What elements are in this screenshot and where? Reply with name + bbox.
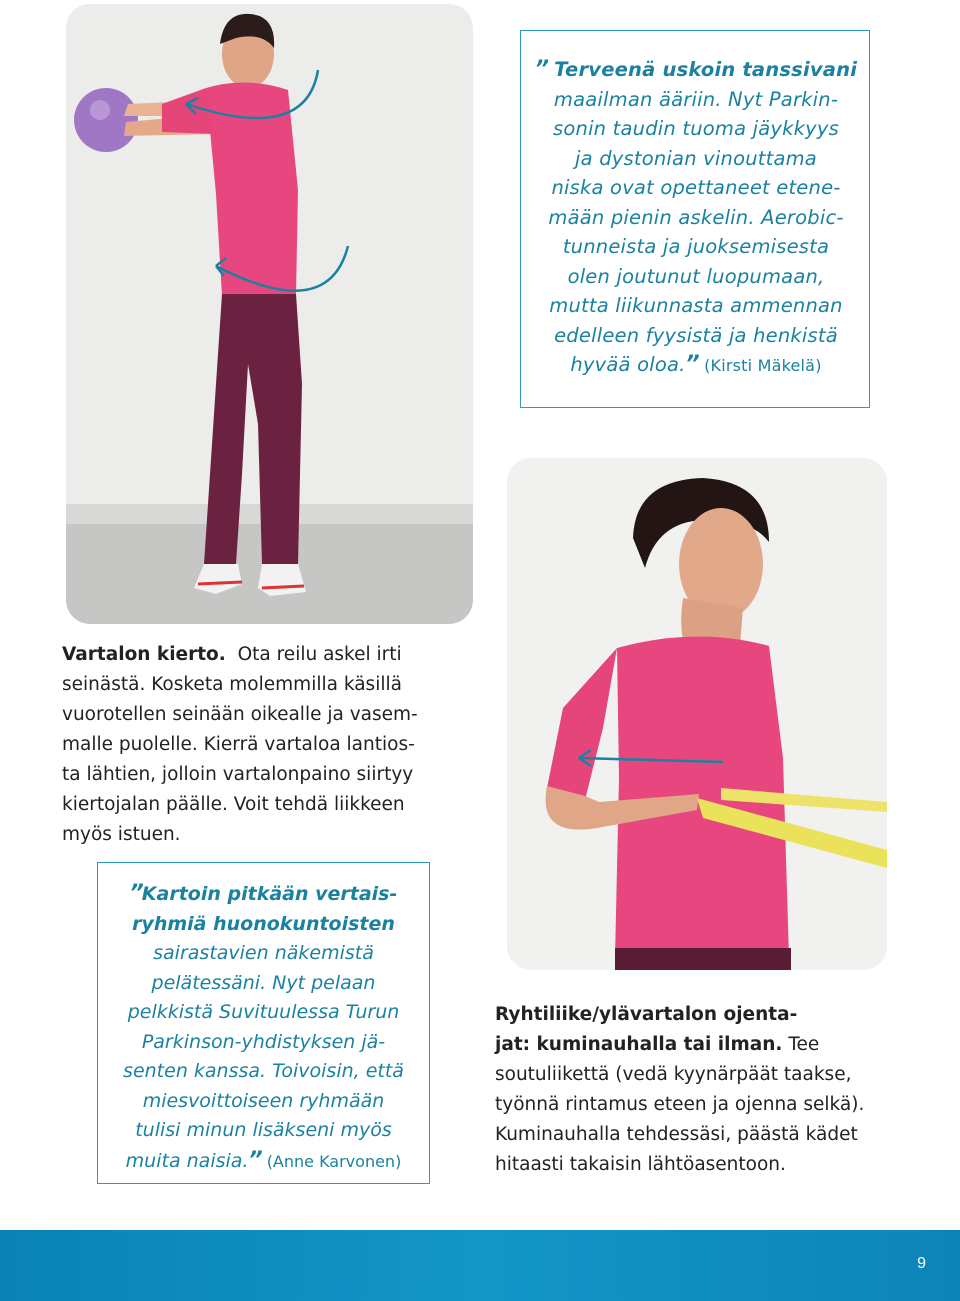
quote-line: tunneista ja juoksemisesta — [562, 235, 830, 258]
quote-line-last: hyvää oloa.” (Kirsti Mäkelä) — [570, 352, 822, 377]
quote-line: mään pienin askelin. Aerobic- — [548, 205, 844, 229]
quote-author: (Kirsti Mäkelä) — [704, 356, 822, 375]
exercise-title-cont: jat: kuminauhalla tai ilman. — [495, 1034, 783, 1055]
exercise-line: jat: kuminauhalla tai ilman. Tee — [495, 1034, 820, 1055]
quote-box-anne — [97, 862, 430, 1184]
exercise-trunk-rotation — [62, 640, 472, 850]
quote-line: ja dystonian vinouttama — [575, 146, 817, 170]
quote-line: ”Kartoin pitkään vertais- — [129, 881, 398, 906]
quote-line: olen joutunut luopumaan, — [567, 264, 825, 288]
quote-line: senten kanssa. Toivoisin, että — [123, 1060, 404, 1082]
quote-line: ” Terveenä uskoin tanssivani — [534, 57, 858, 82]
quote-line: edelleen fyysistä ja henkistä — [554, 323, 838, 347]
exercise-line: työnnä rintamus eteen ja ojenna selkä). — [495, 1094, 865, 1115]
quote-line-last: muita naisia.” (Anne Karvonen) — [125, 1147, 402, 1173]
footer-band — [0, 1230, 960, 1301]
exercise-line: vuorotellen seinään oikealle ja vasem- — [62, 704, 418, 725]
exercise-line: myös istuen. — [62, 824, 181, 845]
quote-line: sairastavien näkemistä — [153, 942, 374, 964]
wall-exercise-photo — [66, 4, 473, 624]
quote-line: Parkinson-yhdistyksen jä- — [141, 1030, 386, 1053]
quote-line: maailman ääriin. Nyt Parkin- — [553, 87, 839, 111]
exercise-line: Vartalon kierto. Ota reilu askel irti — [62, 644, 402, 665]
exercise-line: ta lähtien, jolloin vartalonpaino siirtyy — [62, 764, 414, 785]
page-number: 9 — [917, 1255, 926, 1272]
exercise-line: Kuminauhalla tehdessäsi, päästä kädet — [495, 1124, 858, 1145]
quote-line: pelkkistä Suvituulessa Turun — [127, 1001, 400, 1023]
quote-line: niska ovat opettaneet etene- — [551, 176, 841, 199]
exercise-line: soutuliikettä (vedä kyynärpäät taakse, — [495, 1064, 852, 1085]
quote-box-kirsti — [520, 30, 870, 408]
exercise-line: kiertojalan päälle. Voit tehdä liikkeen — [62, 794, 405, 815]
exercise-posture — [495, 1000, 905, 1180]
quote-line: mutta liikunnasta ammennan — [549, 294, 843, 317]
exercise-title: Ryhtiliike/ylävartalon ojenta- — [495, 1004, 798, 1025]
quote-line: miesvoittoiseen ryhmään — [142, 1089, 385, 1112]
quote-line: tulisi minun lisäkseni myös — [135, 1119, 392, 1141]
quote-line: sonin taudin tuoma jäykkyys — [553, 117, 839, 140]
quote-line: pelätessäni. Nyt pelaan — [151, 971, 376, 994]
exercise-title: Vartalon kierto. — [62, 644, 226, 665]
quote-line: ryhmiä huonokuntoisten — [132, 912, 395, 935]
quote-author: (Anne Karvonen) — [266, 1151, 402, 1171]
band-exercise-photo — [507, 458, 887, 970]
exercise-line: seinästä. Kosketa molemmilla käsillä — [62, 674, 402, 695]
exercise-line: hitaasti takaisin lähtöasentoon. — [495, 1154, 786, 1175]
exercise-line: malle puolelle. Kierrä vartaloa lantios- — [62, 734, 415, 755]
